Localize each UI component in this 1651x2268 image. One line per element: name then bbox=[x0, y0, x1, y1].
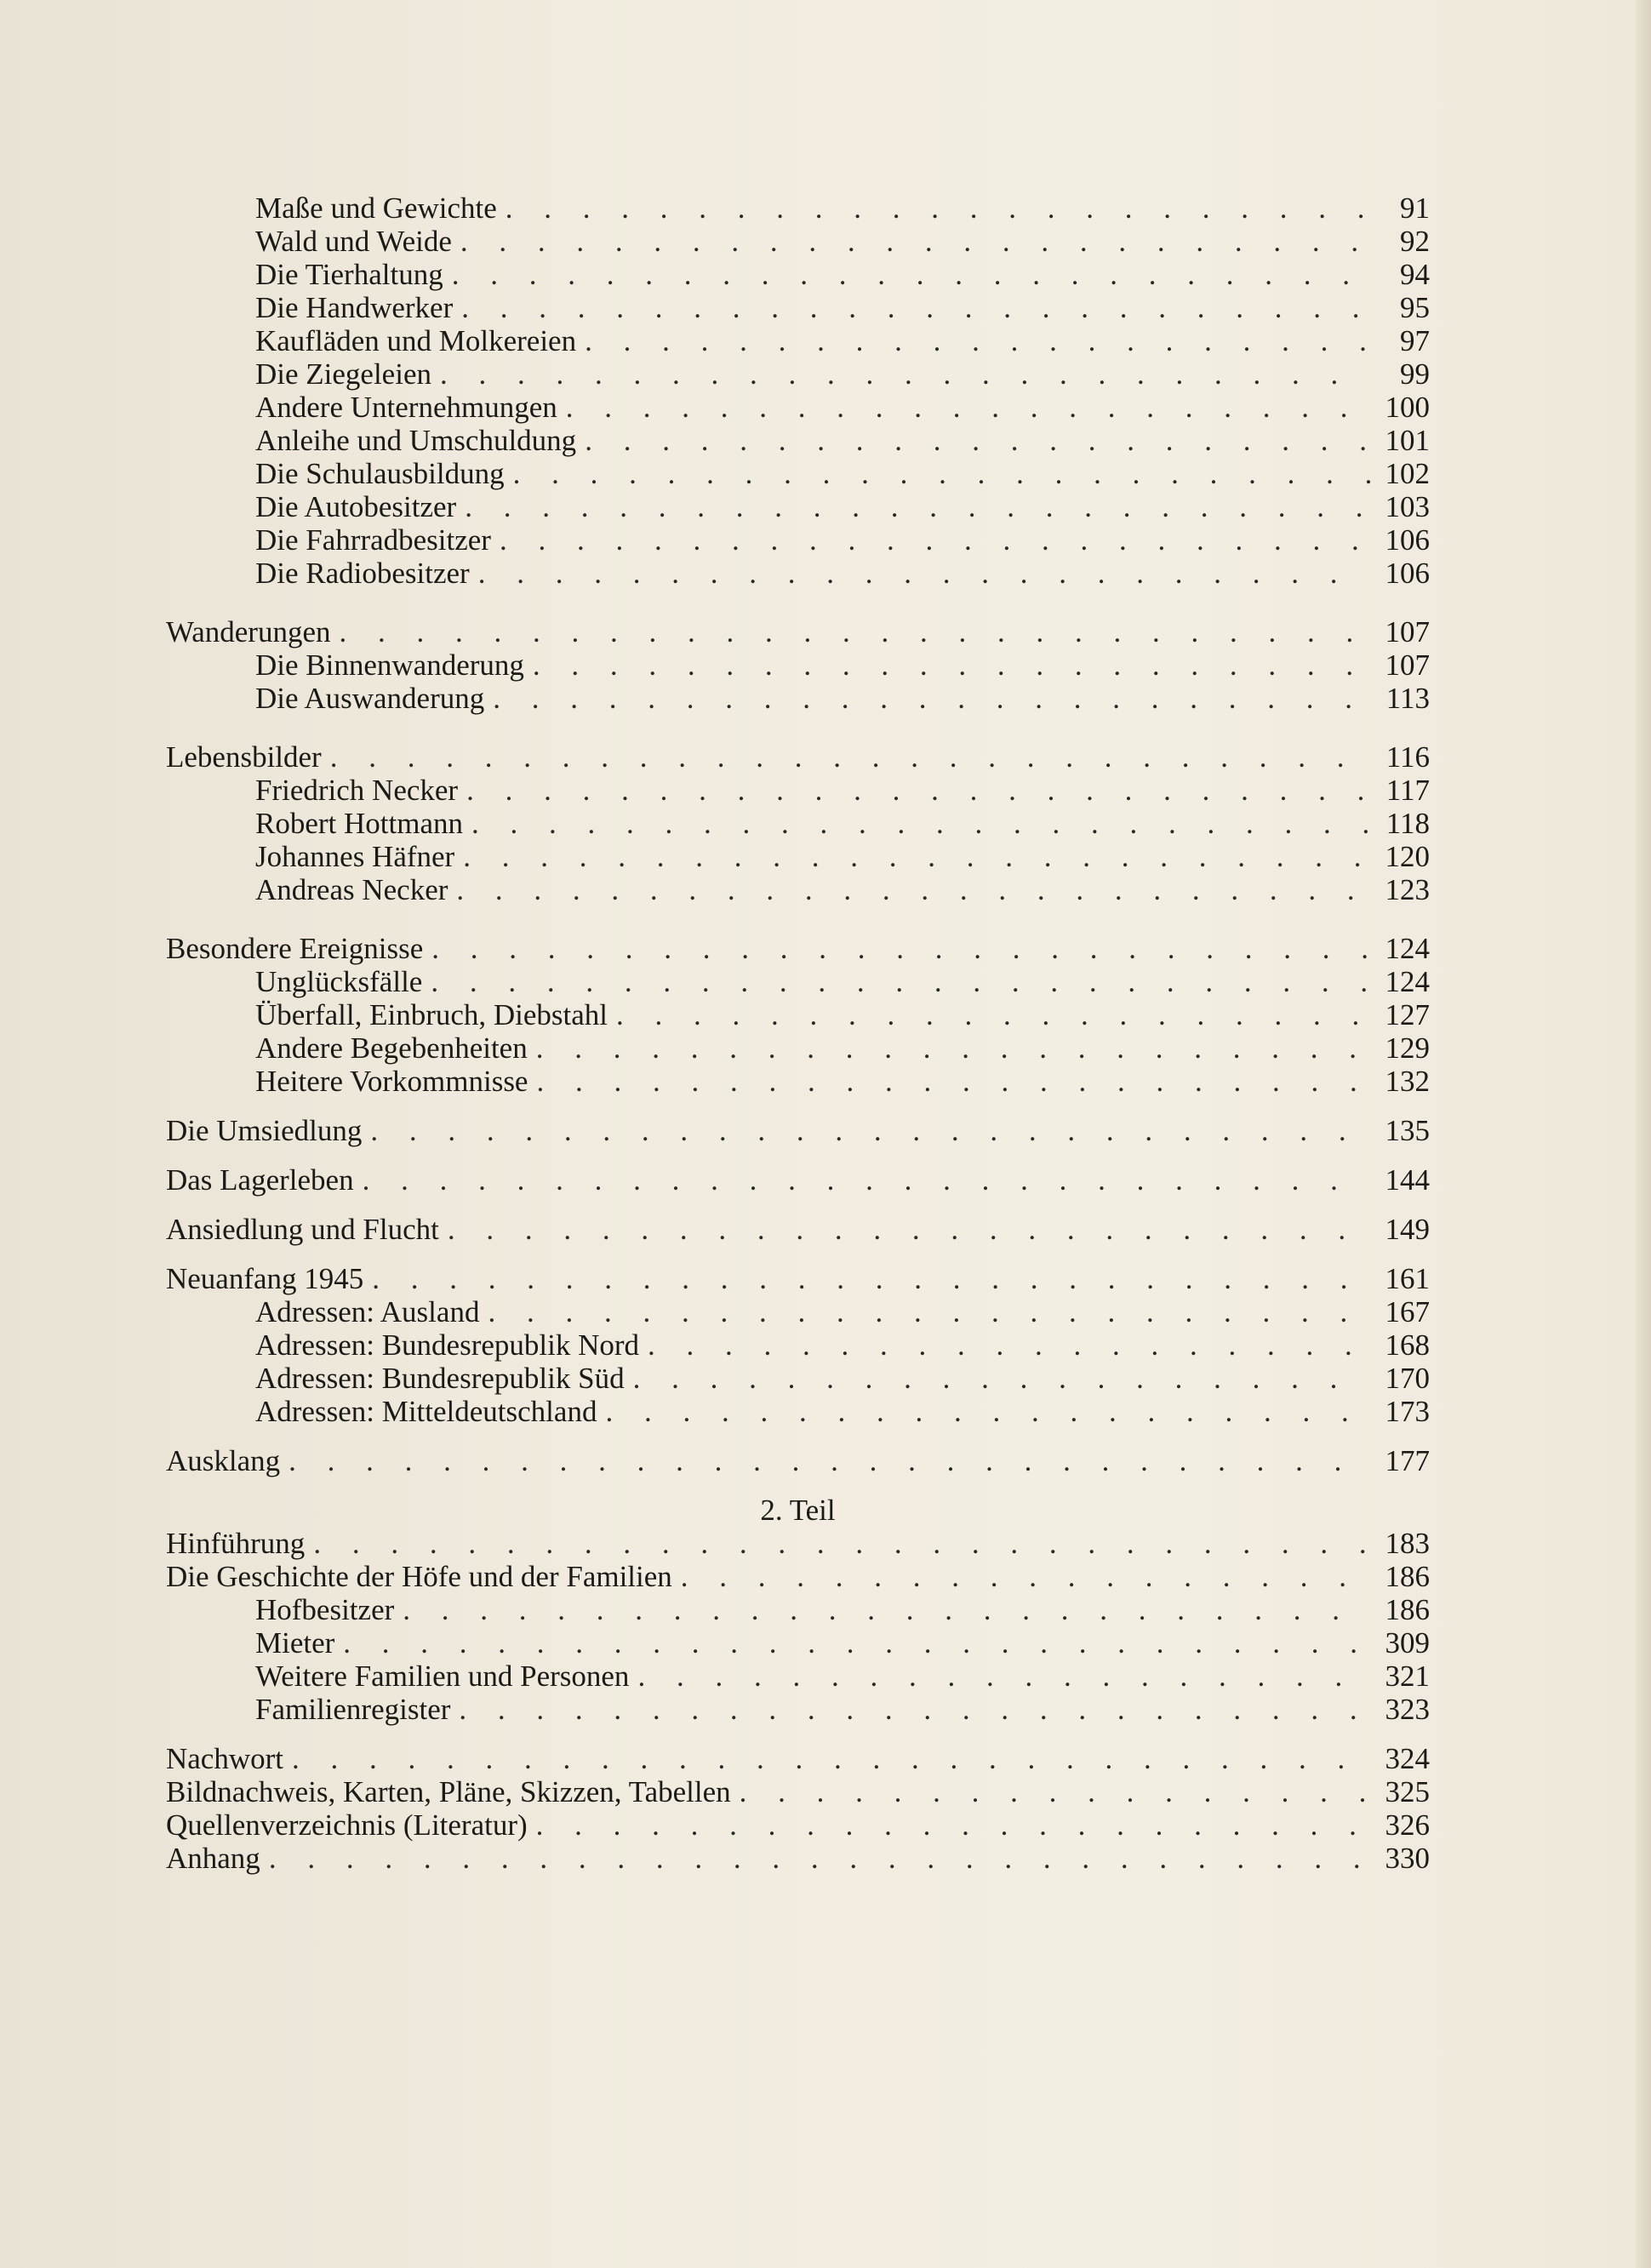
toc-leader-dots bbox=[536, 1808, 1370, 1842]
toc-leader-dots bbox=[466, 774, 1370, 807]
toc-entry bbox=[166, 1660, 1430, 1693]
toc-entry bbox=[166, 932, 1430, 965]
toc-entry-page: 127 bbox=[1385, 998, 1430, 1031]
toc-entry-title: Die Geschichte der Höfe und der Familien bbox=[166, 1560, 672, 1593]
toc-entry-title: Friedrich Necker bbox=[255, 774, 459, 807]
toc-leader-dots bbox=[506, 191, 1370, 225]
toc-leader-dots bbox=[448, 1213, 1370, 1246]
toc-leader-dots bbox=[370, 1114, 1370, 1147]
toc-entry bbox=[166, 490, 1430, 523]
toc-entry bbox=[166, 1693, 1430, 1726]
toc-leader-dots bbox=[493, 682, 1370, 715]
toc-entry bbox=[166, 615, 1430, 648]
toc-entry-page: 118 bbox=[1385, 807, 1430, 840]
toc-leader-dots bbox=[363, 1163, 1370, 1197]
toc-leader-dots bbox=[566, 391, 1370, 424]
toc-leader-dots bbox=[459, 1693, 1370, 1726]
toc-entry-title: Adressen: Mitteldeutschland bbox=[255, 1395, 597, 1428]
toc-entry bbox=[166, 740, 1430, 774]
toc-entry-title: Andere Unternehmungen bbox=[255, 391, 557, 424]
toc-group-ausklang bbox=[166, 1444, 1430, 1477]
toc-entry-title: Adressen: Bundesrepublik Süd bbox=[255, 1362, 625, 1395]
toc-group-ereignisse bbox=[166, 932, 1430, 1098]
toc-entry-title: Unglücksfälle bbox=[255, 965, 423, 998]
toc-entry-title: Nachwort bbox=[166, 1742, 284, 1775]
toc-entry bbox=[166, 648, 1430, 682]
toc-leader-dots bbox=[292, 1742, 1370, 1775]
toc-leader-dots bbox=[313, 1527, 1370, 1560]
toc-entry-title: Die Radiobesitzer bbox=[255, 557, 470, 590]
toc-entry-title: Überfall, Einbruch, Diebstahl bbox=[255, 998, 608, 1031]
toc-leader-dots bbox=[431, 932, 1370, 965]
toc-entry bbox=[166, 225, 1430, 258]
toc-entry bbox=[166, 1213, 1430, 1246]
toc-entry bbox=[166, 191, 1430, 225]
toc-leader-dots bbox=[463, 840, 1370, 873]
toc-entry-title: Anhang bbox=[166, 1842, 260, 1875]
toc-entry bbox=[166, 1163, 1430, 1197]
toc-leader-dots bbox=[452, 258, 1370, 291]
toc-entry-page: 117 bbox=[1385, 774, 1430, 807]
toc-leader-dots bbox=[536, 1065, 1370, 1098]
toc-entry-title: Quellenverzeichnis (Literatur) bbox=[166, 1808, 528, 1842]
toc-entry-page: 120 bbox=[1385, 840, 1430, 873]
toc-entry-page: 95 bbox=[1400, 291, 1430, 324]
toc-entry-title: Neuanfang 1945 bbox=[166, 1262, 364, 1295]
toc-leader-dots bbox=[500, 523, 1370, 557]
toc-entry bbox=[166, 1527, 1430, 1560]
toc-leader-dots bbox=[648, 1328, 1370, 1362]
toc-entry-page: 144 bbox=[1385, 1163, 1430, 1197]
toc-entry-page: 170 bbox=[1385, 1362, 1430, 1395]
toc-entry bbox=[166, 1031, 1430, 1065]
toc-entry-page: 186 bbox=[1385, 1560, 1430, 1593]
toc-leader-dots bbox=[403, 1593, 1370, 1626]
toc-leader-dots bbox=[585, 324, 1370, 357]
toc-entry-title: Andere Begebenheiten bbox=[255, 1031, 528, 1065]
toc-leader-dots bbox=[340, 615, 1371, 648]
toc-group-ansiedlung bbox=[166, 1213, 1430, 1246]
toc-entry-page: 321 bbox=[1385, 1660, 1430, 1693]
toc-entry bbox=[166, 357, 1430, 391]
toc-entry bbox=[166, 557, 1430, 590]
toc-leader-dots bbox=[633, 1362, 1370, 1395]
toc-entry bbox=[166, 1742, 1430, 1775]
toc-entry-page: 99 bbox=[1400, 357, 1430, 391]
toc-entry-page: 323 bbox=[1385, 1693, 1430, 1726]
toc-leader-dots bbox=[269, 1842, 1370, 1875]
toc-entry-title: Anleihe und Umschuldung bbox=[255, 424, 577, 457]
toc-entry-page: 132 bbox=[1385, 1065, 1430, 1098]
toc-entry-title: Johannes Häfner bbox=[255, 840, 455, 873]
toc-entry-title: Bildnachweis, Karten, Pläne, Skizzen, Tabellen bbox=[166, 1775, 731, 1808]
toc-entry-page: 116 bbox=[1385, 740, 1430, 774]
toc-entry-title: Heitere Vorkommnisse bbox=[255, 1065, 528, 1098]
toc-entry-title: Maße und Gewichte bbox=[255, 191, 497, 225]
toc-leader-dots bbox=[740, 1775, 1370, 1808]
toc-entry bbox=[166, 774, 1430, 807]
toc-entry-title: Ausklang bbox=[166, 1444, 281, 1477]
toc-entry-title: Hofbesitzer bbox=[255, 1593, 395, 1626]
toc-leader-dots bbox=[343, 1626, 1370, 1660]
toc-entry-title: Die Auswanderung bbox=[255, 682, 485, 715]
toc-entry-page: 149 bbox=[1385, 1213, 1430, 1246]
toc-entry-page: 309 bbox=[1385, 1626, 1430, 1660]
toc-entry-title: Mieter bbox=[255, 1626, 335, 1660]
toc-entry-page: 101 bbox=[1385, 424, 1430, 457]
toc-leader-dots bbox=[460, 225, 1370, 258]
toc-leader-dots bbox=[288, 1444, 1370, 1477]
toc-entry bbox=[166, 1295, 1430, 1328]
toc-entry-title: Die Tierhaltung bbox=[255, 258, 443, 291]
toc-entry bbox=[166, 1842, 1430, 1875]
toc-entry-title: Wanderungen bbox=[166, 615, 331, 648]
toc-leader-dots bbox=[478, 557, 1370, 590]
toc-group-part2-a bbox=[166, 1527, 1430, 1726]
toc-entry-title: Die Fahrradbesitzer bbox=[255, 523, 491, 557]
toc-entry-page: 167 bbox=[1385, 1295, 1430, 1328]
toc-entry bbox=[166, 998, 1430, 1031]
toc-entry-page: 106 bbox=[1385, 557, 1430, 590]
toc-entry-page: 124 bbox=[1385, 965, 1430, 998]
toc-entry-title: Andreas Necker bbox=[255, 873, 448, 906]
toc-entry bbox=[166, 1593, 1430, 1626]
toc-entry-title: Adressen: Bundesrepublik Nord bbox=[255, 1328, 640, 1362]
toc-entry bbox=[166, 324, 1430, 357]
toc-group-top bbox=[166, 191, 1430, 590]
toc-entry bbox=[166, 1775, 1430, 1808]
toc-entry-page: 102 bbox=[1385, 457, 1430, 490]
toc-leader-dots bbox=[616, 998, 1370, 1031]
toc-entry bbox=[166, 523, 1430, 557]
toc-entry bbox=[166, 1362, 1430, 1395]
toc-entry bbox=[166, 1262, 1430, 1295]
toc-entry-title: Wald und Weide bbox=[255, 225, 452, 258]
toc-group-lebensbilder bbox=[166, 740, 1430, 906]
toc-entry-title: Die Ziegeleien bbox=[255, 357, 431, 391]
toc-entry bbox=[166, 1065, 1430, 1098]
toc-entry-title: Die Autobesitzer bbox=[255, 490, 457, 523]
toc-group-lagerleben bbox=[166, 1163, 1430, 1197]
toc-entry-page: 106 bbox=[1385, 523, 1430, 557]
toc-entry bbox=[166, 682, 1430, 715]
toc-entry-page: 173 bbox=[1385, 1395, 1430, 1428]
toc-entry bbox=[166, 424, 1430, 457]
toc-entry-page: 168 bbox=[1385, 1328, 1430, 1362]
toc-leader-dots bbox=[681, 1560, 1370, 1593]
toc-entry-title: Die Handwerker bbox=[255, 291, 454, 324]
toc-entry-page: 92 bbox=[1400, 225, 1430, 258]
toc-entry-page: 123 bbox=[1385, 873, 1430, 906]
toc-entry bbox=[166, 391, 1430, 424]
toc-entry bbox=[166, 807, 1430, 840]
toc-entry-page: 325 bbox=[1385, 1775, 1430, 1808]
toc-leader-dots bbox=[488, 1295, 1370, 1328]
toc-entry-title: Hinführung bbox=[166, 1527, 306, 1560]
toc-leader-dots bbox=[471, 807, 1370, 840]
toc-group-part2-b bbox=[166, 1742, 1430, 1875]
toc-entry-title: Ansiedlung und Flucht bbox=[166, 1213, 439, 1246]
toc-entry-title: Das Lagerleben bbox=[166, 1163, 354, 1197]
toc-entry-title: Adressen: Ausland bbox=[255, 1295, 480, 1328]
toc-leader-dots bbox=[440, 357, 1370, 391]
toc-entry-page: 107 bbox=[1385, 615, 1430, 648]
toc-entry-page: 186 bbox=[1385, 1593, 1430, 1626]
toc-entry-page: 183 bbox=[1385, 1527, 1430, 1560]
toc-entry bbox=[166, 873, 1430, 906]
toc-entry bbox=[166, 258, 1430, 291]
toc-entry-title: Kaufläden und Molkereien bbox=[255, 324, 577, 357]
toc-entry-page: 177 bbox=[1385, 1444, 1430, 1477]
toc-leader-dots bbox=[536, 1031, 1370, 1065]
part-heading: 2. Teil bbox=[760, 1494, 836, 1527]
toc-entry-page: 129 bbox=[1385, 1031, 1430, 1065]
toc-entry-page: 100 bbox=[1385, 391, 1430, 424]
toc-entry-page: 161 bbox=[1385, 1262, 1430, 1295]
toc-entry bbox=[166, 1395, 1430, 1428]
toc-entry-title: Weitere Familien und Personen bbox=[255, 1660, 630, 1693]
toc-entry-title: Lebensbilder bbox=[166, 740, 322, 774]
toc-leader-dots bbox=[513, 457, 1370, 490]
toc-entry-page: 326 bbox=[1385, 1808, 1430, 1842]
toc-entry bbox=[166, 1626, 1430, 1660]
toc-entry-title: Die Schulausbildung bbox=[255, 457, 505, 490]
toc-entry-title: Die Umsiedlung bbox=[166, 1114, 363, 1147]
toc-entry-title: Die Binnenwanderung bbox=[255, 648, 524, 682]
toc-leader-dots bbox=[461, 291, 1370, 324]
toc-leader-dots bbox=[431, 965, 1370, 998]
toc-entry bbox=[166, 965, 1430, 998]
toc-entry-title: Besondere Ereignisse bbox=[166, 932, 424, 965]
table-of-contents bbox=[166, 191, 1430, 1875]
toc-leader-dots bbox=[533, 648, 1370, 682]
toc-entry bbox=[166, 1808, 1430, 1842]
toc-leader-dots bbox=[585, 424, 1370, 457]
toc-entry-page: 113 bbox=[1385, 682, 1430, 715]
toc-entry bbox=[166, 840, 1430, 873]
toc-entry-page: 124 bbox=[1385, 932, 1430, 965]
toc-leader-dots bbox=[637, 1660, 1370, 1693]
page-edge-shadow bbox=[1636, 0, 1651, 2268]
toc-entry-page: 107 bbox=[1385, 648, 1430, 682]
toc-leader-dots bbox=[456, 873, 1370, 906]
toc-entry bbox=[166, 291, 1430, 324]
toc-leader-dots bbox=[465, 490, 1370, 523]
toc-leader-dots bbox=[605, 1395, 1370, 1428]
toc-leader-dots bbox=[330, 740, 1370, 774]
toc-entry-page: 94 bbox=[1400, 258, 1430, 291]
toc-entry-title: Familienregister bbox=[255, 1693, 451, 1726]
toc-entry-page: 135 bbox=[1385, 1114, 1430, 1147]
toc-entry-page: 324 bbox=[1385, 1742, 1430, 1775]
toc-entry bbox=[166, 457, 1430, 490]
toc-entry bbox=[166, 1444, 1430, 1477]
toc-entry-page: 330 bbox=[1385, 1842, 1430, 1875]
toc-entry-page: 97 bbox=[1400, 324, 1430, 357]
toc-entry bbox=[166, 1560, 1430, 1593]
toc-group-neuanfang bbox=[166, 1262, 1430, 1428]
toc-leader-dots bbox=[372, 1262, 1370, 1295]
toc-entry-title: Robert Hottmann bbox=[255, 807, 463, 840]
toc-group-umsiedlung bbox=[166, 1114, 1430, 1147]
toc-entry bbox=[166, 1114, 1430, 1147]
toc-entry bbox=[166, 1328, 1430, 1362]
toc-group-wanderungen bbox=[166, 615, 1430, 715]
toc-entry-page: 91 bbox=[1400, 191, 1430, 225]
toc-entry-page: 103 bbox=[1385, 490, 1430, 523]
